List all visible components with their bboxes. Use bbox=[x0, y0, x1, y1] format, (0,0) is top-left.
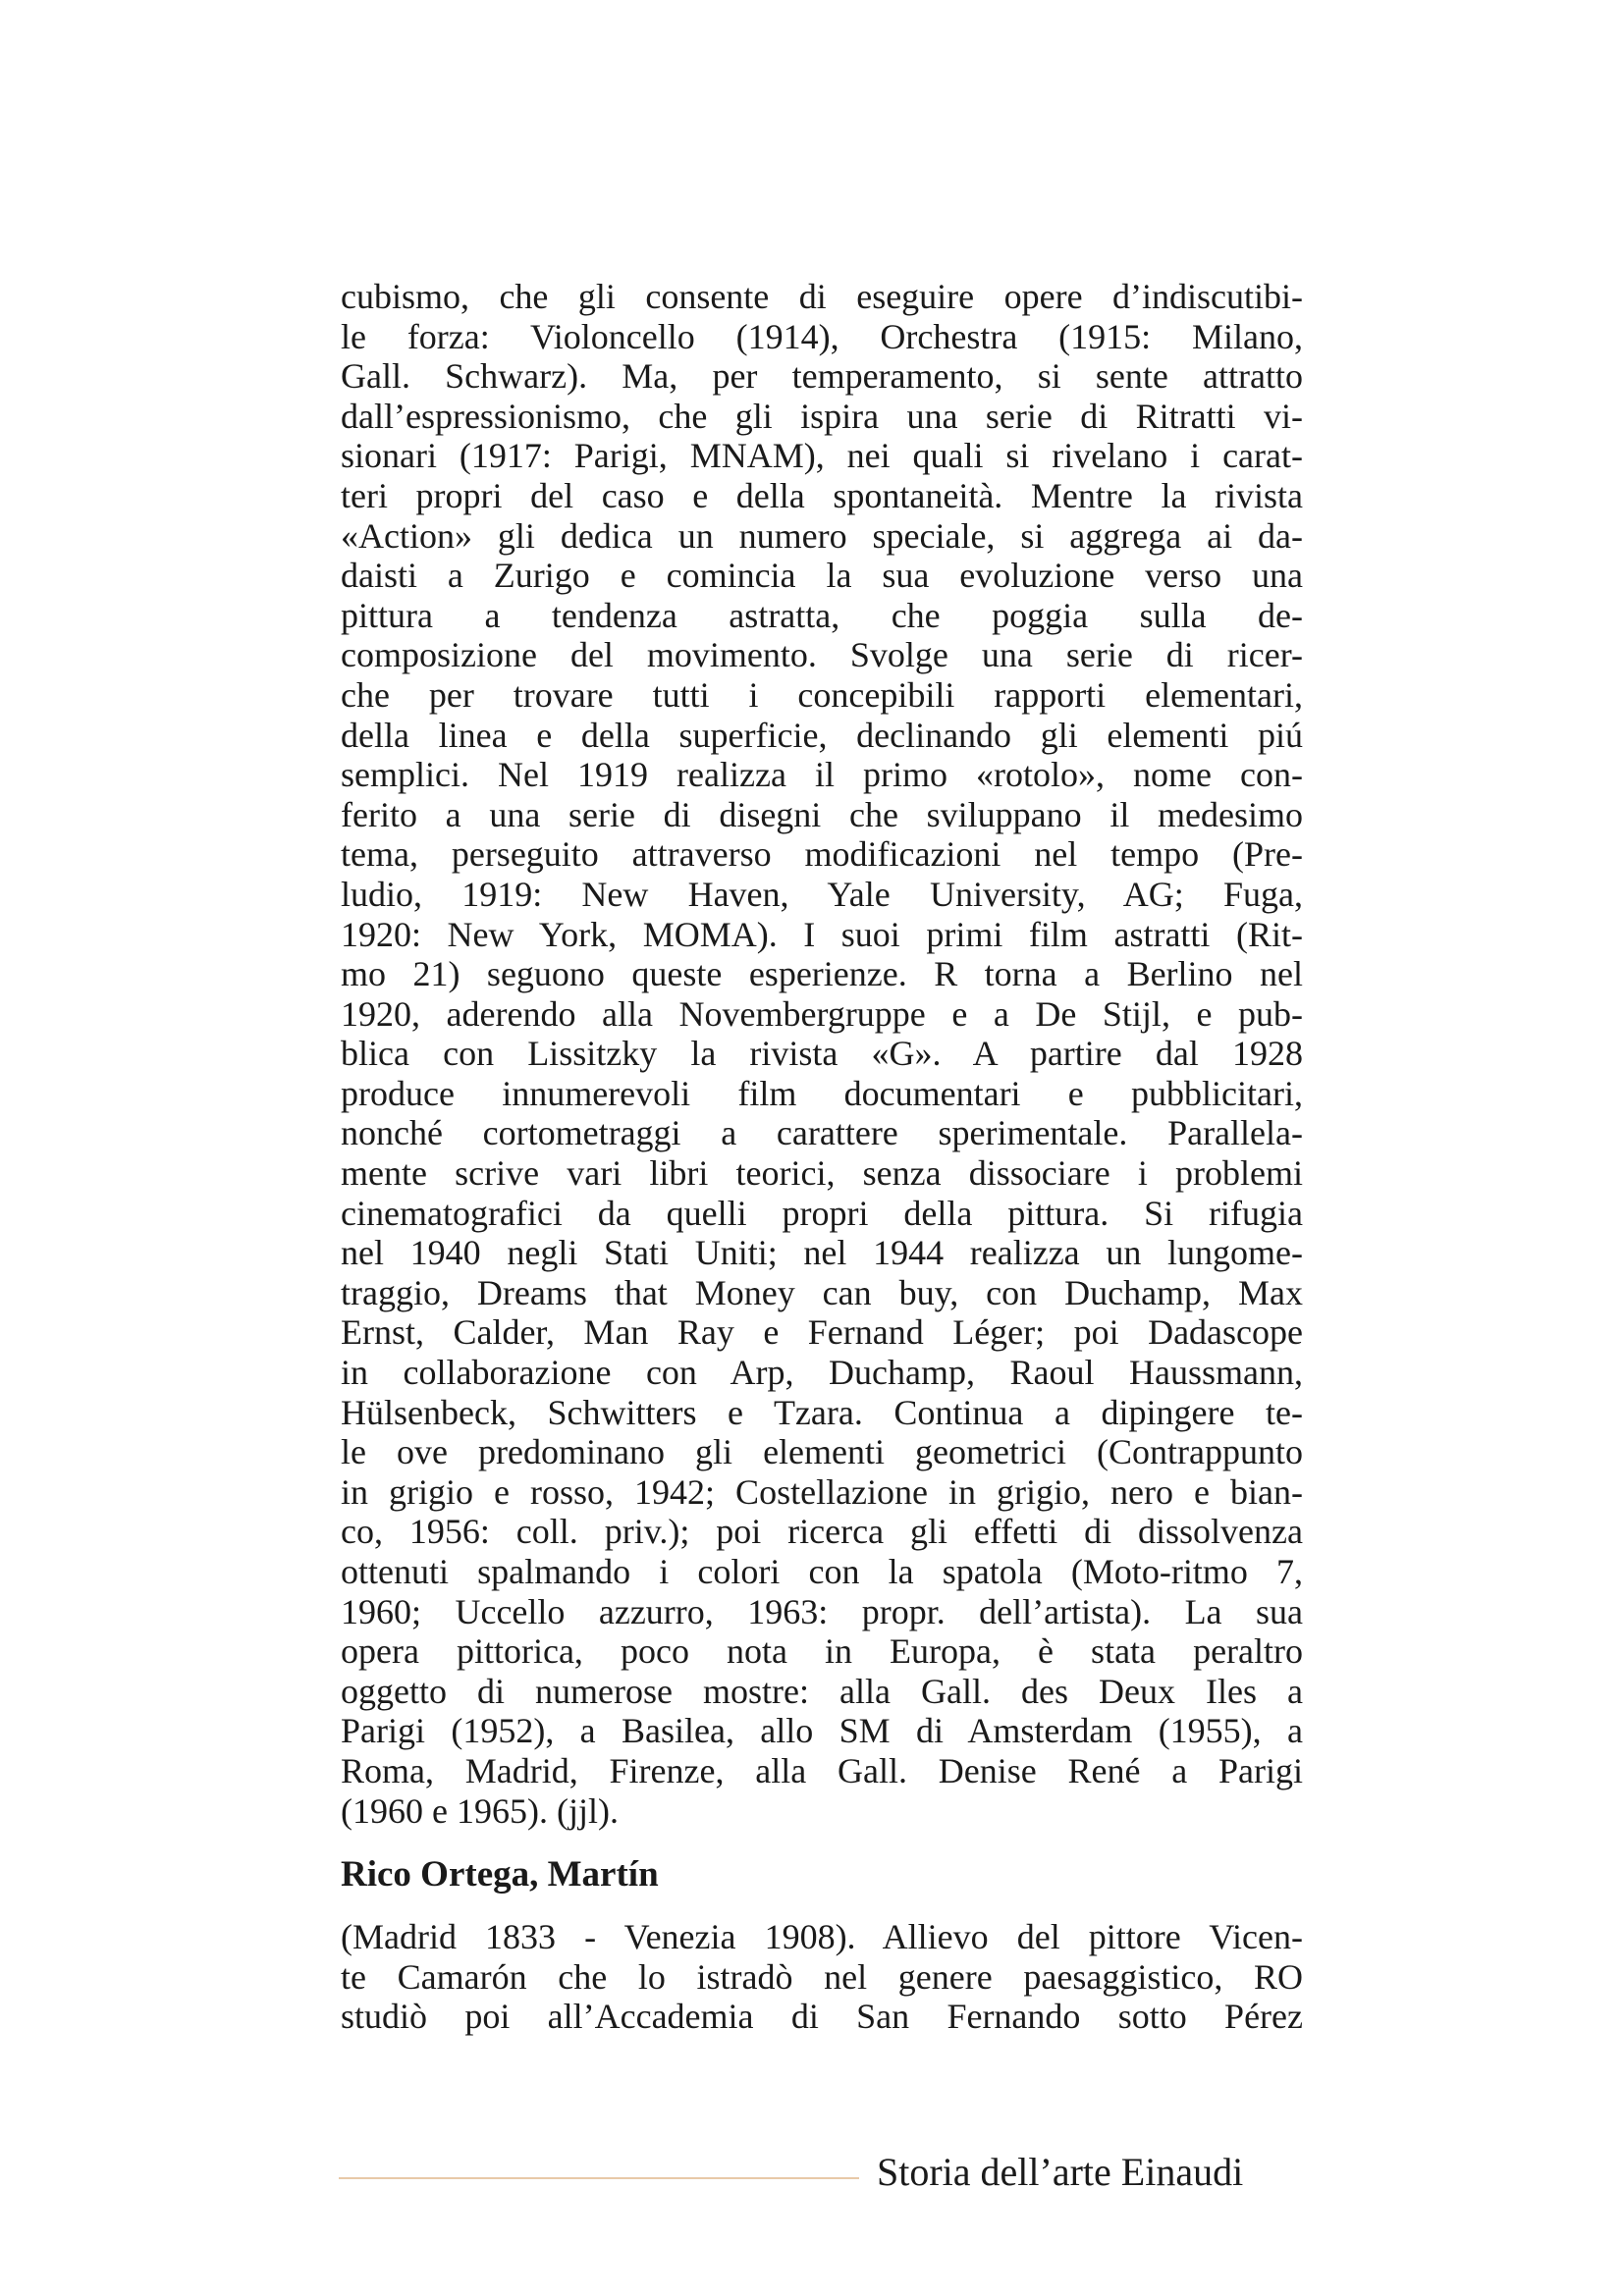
body-line: pittura a tendenza astratta, che poggia sulla de- bbox=[341, 595, 1303, 635]
body-line: dall’espressionismo, che gli ispira una serie di Ritratti vi- bbox=[341, 396, 1303, 436]
body-line: della linea e della superficie, declinando gli elementi piú bbox=[341, 715, 1303, 755]
entry-text bbox=[341, 1917, 1303, 2037]
body-line: mente scrive vari libri teorici, senza dissociare i problemi bbox=[341, 1153, 1303, 1194]
body-line-last: (1960 e 1965). (jjl). bbox=[341, 1790, 619, 1831]
body-line: daisti a Zurigo e comincia la sua evoluzione verso una bbox=[341, 556, 1303, 596]
entry-line: te Camarón che lo istradò nel genere paesaggistico, RO bbox=[341, 1956, 1303, 1997]
body-line: opera pittorica, poco nota in Europa, è stata peraltro bbox=[341, 1631, 1303, 1672]
entry-line: studiò poi all’Accademia di San Fernando sotto Pérez bbox=[341, 1997, 1303, 2037]
body-line: semplici. Nel 1919 realizza il primo «rotolo», nome con- bbox=[341, 755, 1303, 795]
body-line: cinematografici da quelli propri della pittura. Si rifugia bbox=[341, 1193, 1303, 1233]
footer-publication-title: Storia dell’arte Einaudi bbox=[877, 2150, 1244, 2194]
entry-line: (Madrid 1833 - Venezia 1908). Allievo del pittore Vicen- bbox=[341, 1917, 1303, 1956]
body-line: produce innumerevoli film documentari e pubblicitari, bbox=[341, 1073, 1303, 1113]
body-text bbox=[341, 277, 1303, 1831]
entry-heading: Rico Ortega, Martín bbox=[341, 1854, 659, 1895]
body-line: composizione del movimento. Svolge una serie di ricer- bbox=[341, 635, 1303, 675]
body-line: blica con Lissitzky la rivista «G». A partire dal 1928 bbox=[341, 1034, 1303, 1074]
body-line: ottenuti spalmando i colori con la spatola (Moto-ritmo 7, bbox=[341, 1552, 1303, 1591]
body-line: Parigi (1952), a Basilea, allo SM di Amsterdam (1955), a bbox=[341, 1711, 1303, 1751]
body-line: ferito a una serie di disegni che sviluppano il medesimo bbox=[341, 794, 1303, 834]
body-line: teri propri del caso e della spontaneità. Mentre la rivista bbox=[341, 475, 1303, 515]
body-line: in grigio e rosso, 1942; Costellazione in grigio, nero e bian- bbox=[341, 1471, 1303, 1512]
body-line: Hülsenbeck, Schwitters e Tzara. Continua a dipingere te- bbox=[341, 1392, 1303, 1432]
body-line: tema, perseguito attraverso modificazioni nel tempo (Pre- bbox=[341, 834, 1303, 875]
body-line: Roma, Madrid, Firenze, alla Gall. Denise René a Parigi bbox=[341, 1750, 1303, 1790]
body-line: le forza: Violoncello (1914), Orchestra (1915: Milano, bbox=[341, 316, 1303, 356]
body-line: in collaborazione con Arp, Duchamp, Raoul Haussmann, bbox=[341, 1353, 1303, 1393]
body-line: nel 1940 negli Stati Uniti; nel 1944 realizza un lungome- bbox=[341, 1233, 1303, 1273]
body-line: co, 1956: coll. priv.); poi ricerca gli effetti di dissolvenza bbox=[341, 1512, 1303, 1552]
body-line: «Action» gli dedica un numero speciale, si aggrega ai da- bbox=[341, 515, 1303, 556]
body-line: sionari (1917: Parigi, MNAM), nei quali si rivelano i carat- bbox=[341, 436, 1303, 476]
body-line: traggio, Dreams that Money can buy, con Duchamp, Max bbox=[341, 1272, 1303, 1312]
body-line: oggetto di numerose mostre: alla Gall. des Deux Iles a bbox=[341, 1671, 1303, 1711]
body-line: ludio, 1919: New Haven, Yale University, AG; Fuga, bbox=[341, 874, 1303, 914]
body-line: 1920, aderendo alla Novembergruppe e a De Stijl, e pub- bbox=[341, 993, 1303, 1034]
body-line: le ove predominano gli elementi geometrici (Contrappunto bbox=[341, 1432, 1303, 1472]
footer-divider bbox=[339, 2177, 859, 2179]
body-line: 1920: New York, MOMA). I suoi primi film astratti (Rit- bbox=[341, 914, 1303, 954]
body-line: nonché cortometraggi a carattere sperimentale. Parallela- bbox=[341, 1113, 1303, 1153]
body-line: Ernst, Calder, Man Ray e Fernand Léger; poi Dadascope bbox=[341, 1312, 1303, 1353]
body-line: che per trovare tutti i concepibili rapporti elementari, bbox=[341, 674, 1303, 715]
body-line: cubismo, che gli consente di eseguire opere d’indiscutibi- bbox=[341, 277, 1303, 316]
body-line: 1960; Uccello azzurro, 1963: propr. dell’artista). La sua bbox=[341, 1591, 1303, 1631]
body-line: mo 21) seguono queste esperienze. R torna a Berlino nel bbox=[341, 954, 1303, 994]
body-line: Gall. Schwarz). Ma, per temperamento, si sente attratto bbox=[341, 356, 1303, 397]
